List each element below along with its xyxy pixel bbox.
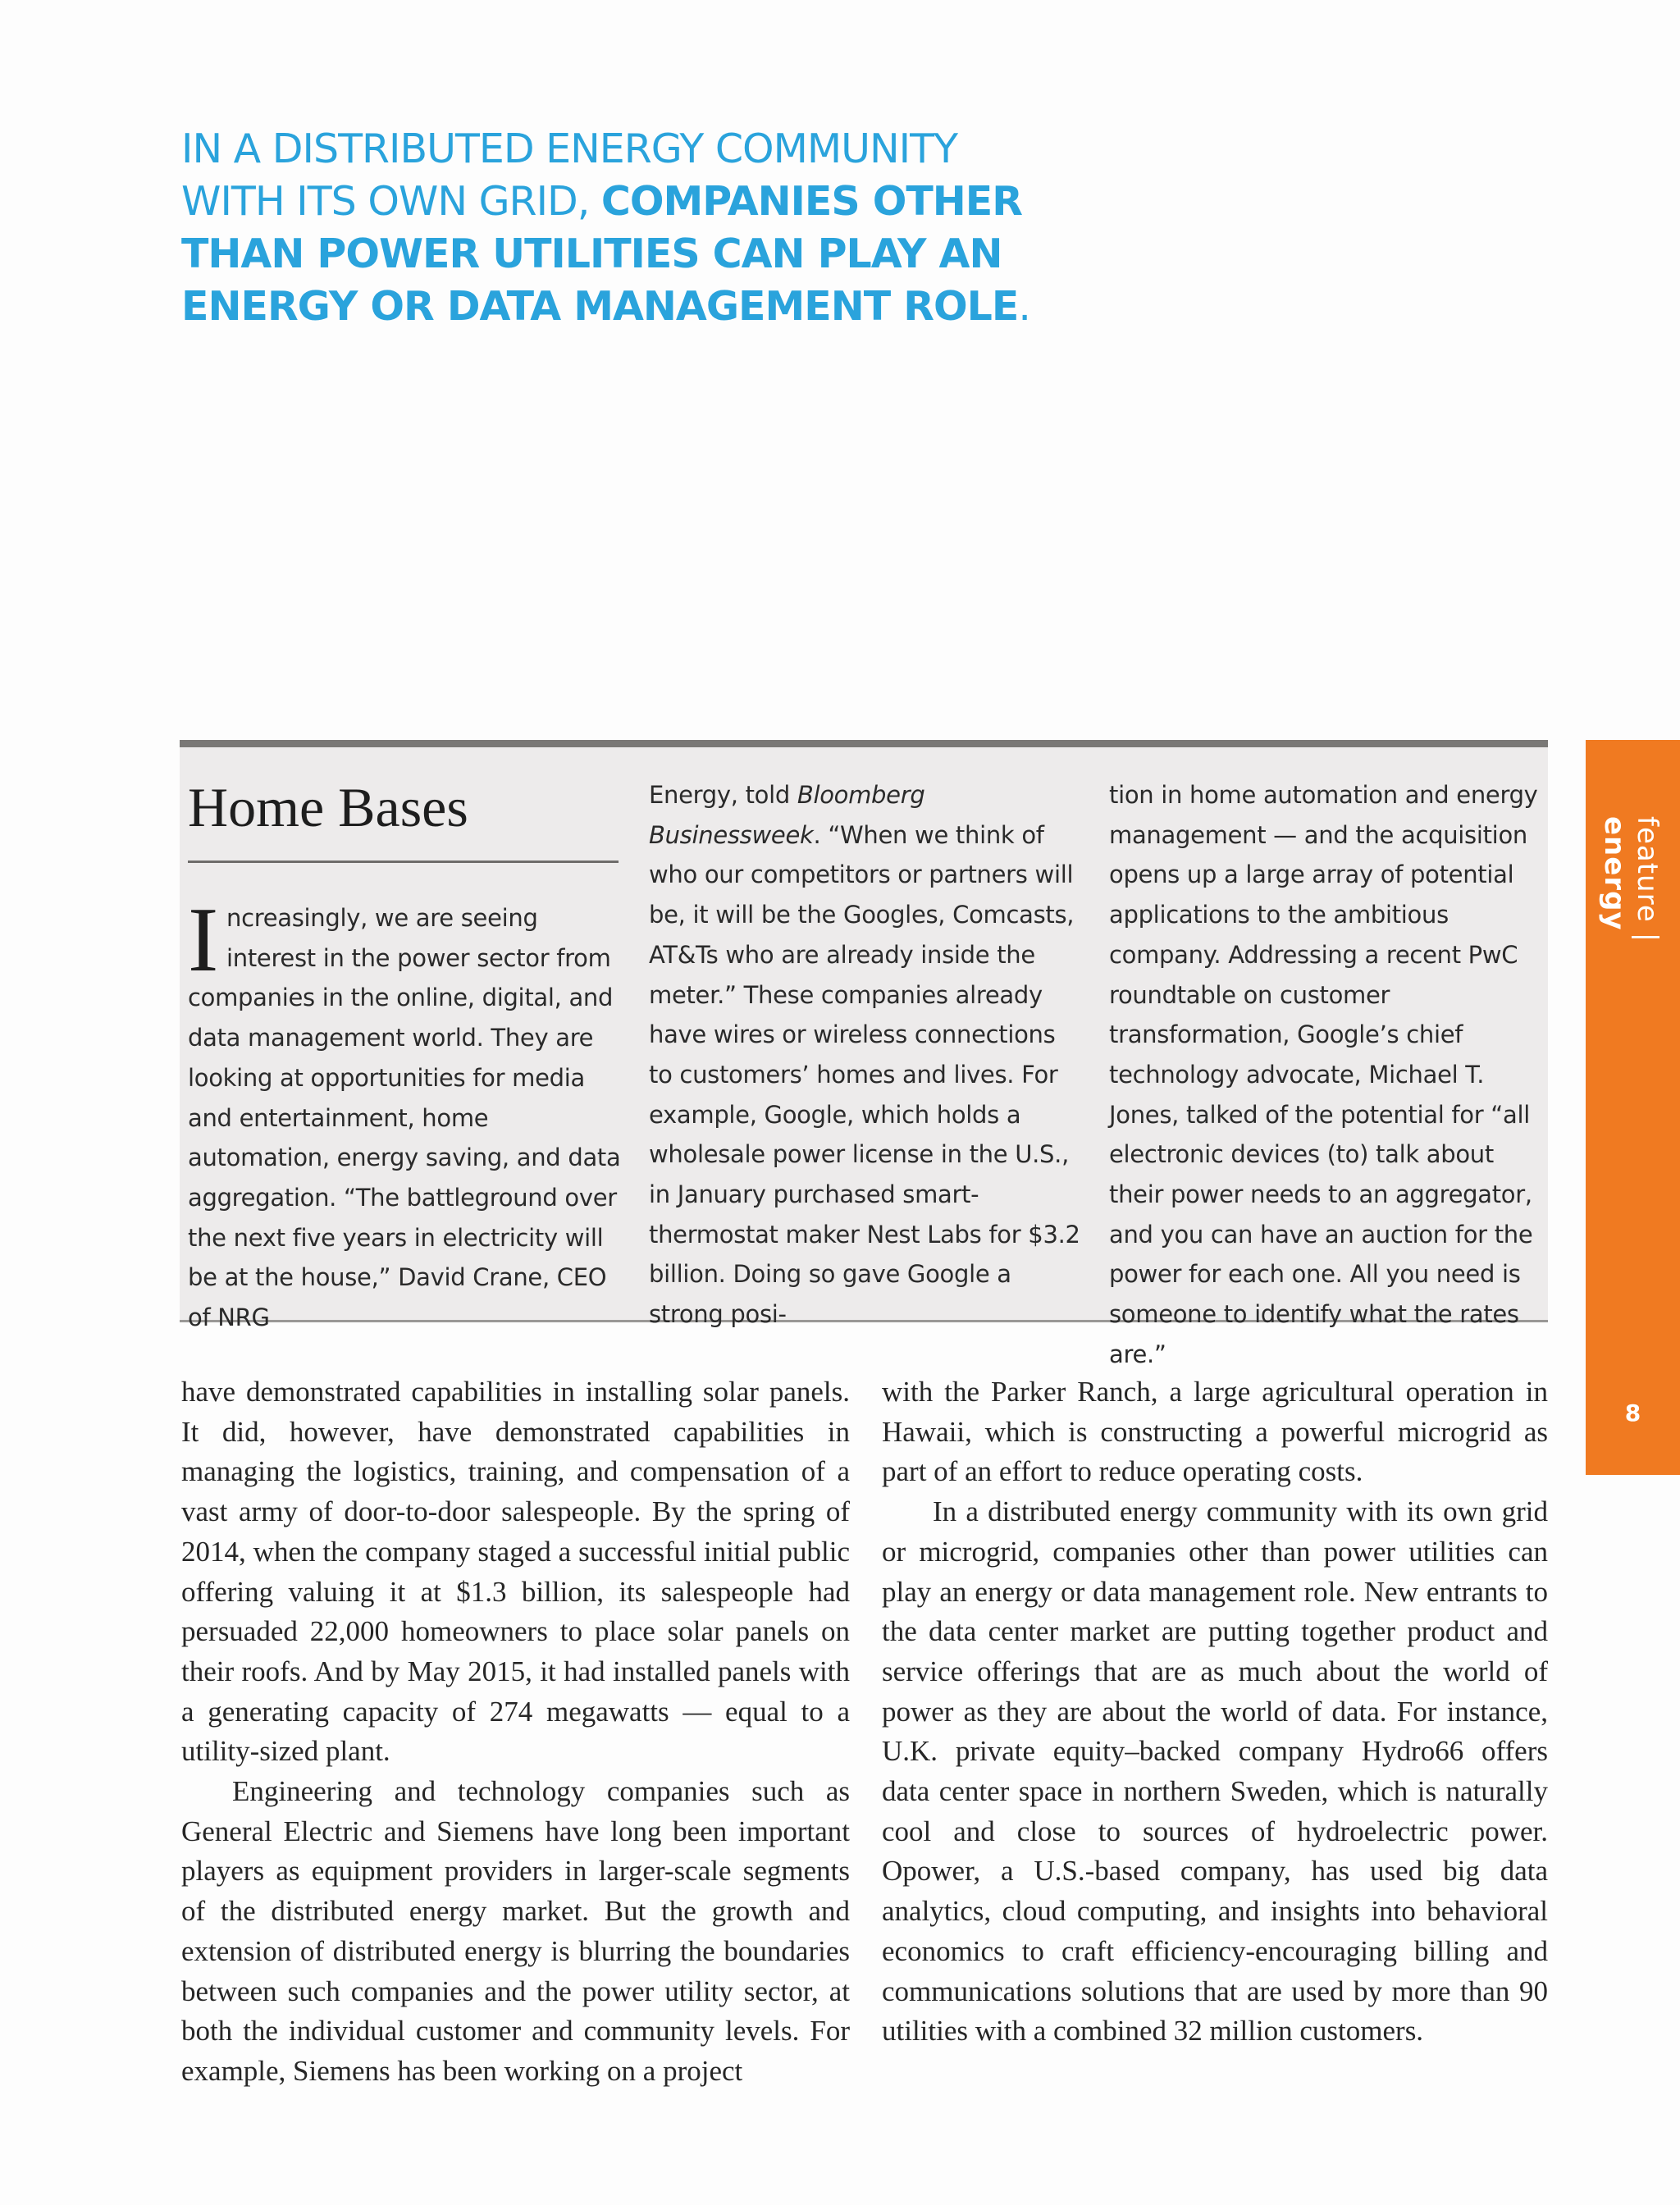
publication-name: Bloomberg Businessweek (649, 781, 925, 849)
sidebar-col2-pre: Energy, told (649, 781, 797, 809)
body-paragraph: In a distributed energy community with its own grid or microgrid, companies other than power utilities can play an energy or data management role. New entrants to the data center market are putting together product and service offerings that are as much about the world of power as they are about the world of data. For instance, U.K. private equity–backed company Hydro66 offers data center space in northern Sweden, which is naturally cool and close to sources of hydroelectric power. Opower, a U.S.-based company, has used big data analytics, cloud computing, and insights into behavioral economics to craft efficiency-encouraging billing and communications solutions that are used by more than 90 utilities with a combined 32 million customers. (882, 1495, 1548, 2048)
page-number: 8 (1624, 1399, 1641, 1427)
sidebar-column-2 (649, 775, 1084, 1335)
body-paragraph: Engineering and technology companies such as General Electric and Siemens have long been important players as equipment providers in larger-scale segments of the distributed energy market. But the growth and extension of distributed energy is blurring the boundaries between such companies and the power utility sector, at both the individual customer and community levels. For example, Siemens has been working on a project (181, 1775, 850, 2087)
section-divider: | (1631, 932, 1664, 943)
sidebar-col3-text: tion in home automation and energy management — and the acquisition opens up a large array of potential applications to the ambitious company. Addressing a recent PwC roundtable on customer transformation, Google’s chief technology advocate, Michael T. Jones, talked of the potential for “all electronic devices (to) talk about their power needs to an aggregator, and you can have an auction for the power for each one. All you need is someone to identify what the rates are.” (1109, 781, 1538, 1368)
dropcap: I (188, 889, 218, 991)
sidebar-box (180, 740, 1548, 1368)
body-paragraph: have demonstrated capabilities in installing solar panels. It did, however, have demonstrated capabilities in managing the logistics, training, and compensation of a vast army of door-to-door salespeople. By the spring of 2014, when the company staged a successful initial public offering valuing it at $1.3 billion, its salespeople had persuaded 22,000 homeowners to place solar panels on their roofs. And by May 2015, it had installed panels with a generating capacity of 274 megawatts — equal to a utility-sized plant. (181, 1376, 850, 1768)
body-column-1 (181, 1372, 850, 2092)
section-kicker: feature (1631, 816, 1664, 923)
pull-quote-period: . (1018, 283, 1030, 330)
sidebar-col2-post: . “When we think of who our competitors or partners will be, it will be the Googles, Comcasts, AT&Ts who are already inside the meter.” These companies already have wires or wireless connections to customers’ homes and lives. For example, Google, which holds a wholesale power license in the U.S., in January purchased smart-thermostat maker Nest Labs for $3.2 billion. Doing so gave Google a strong posi- (649, 820, 1080, 1329)
section-label (1598, 816, 1664, 1062)
pull-quote-light: IN A DISTRIBUTED ENERGY COMMUNITY WITH ITS OWN GRID, (181, 126, 957, 225)
body-column-2 (882, 1372, 1548, 2052)
sidebar-column-1 (188, 889, 623, 1338)
pull-quote (181, 123, 1043, 333)
sidebar-col1-text: ncreasingly, we are seeing interest in the power sector from companies in the online, digital, and data management world. They are looking at opportunities for media and entertainment, home automation, energy saving, and data aggregation. “The battleground over the next five years in electricity will be at the house,” David Crane, CEO of NRG (188, 904, 621, 1332)
sidebar-column-3 (1109, 775, 1544, 1375)
sidebar-title: Home Bases (188, 770, 619, 863)
body-paragraph: with the Parker Ranch, a large agricultural operation in Hawaii, which is constructing a powerful microgrid as part of an effort to reduce operating costs. (882, 1376, 1548, 1488)
section-name: energy (1598, 816, 1631, 931)
pull-quote-bold: COMPANIES OTHER THAN POWER UTILITIES CAN PLAY AN ENERGY OR DATA MANAGEMENT ROLE (181, 178, 1022, 330)
